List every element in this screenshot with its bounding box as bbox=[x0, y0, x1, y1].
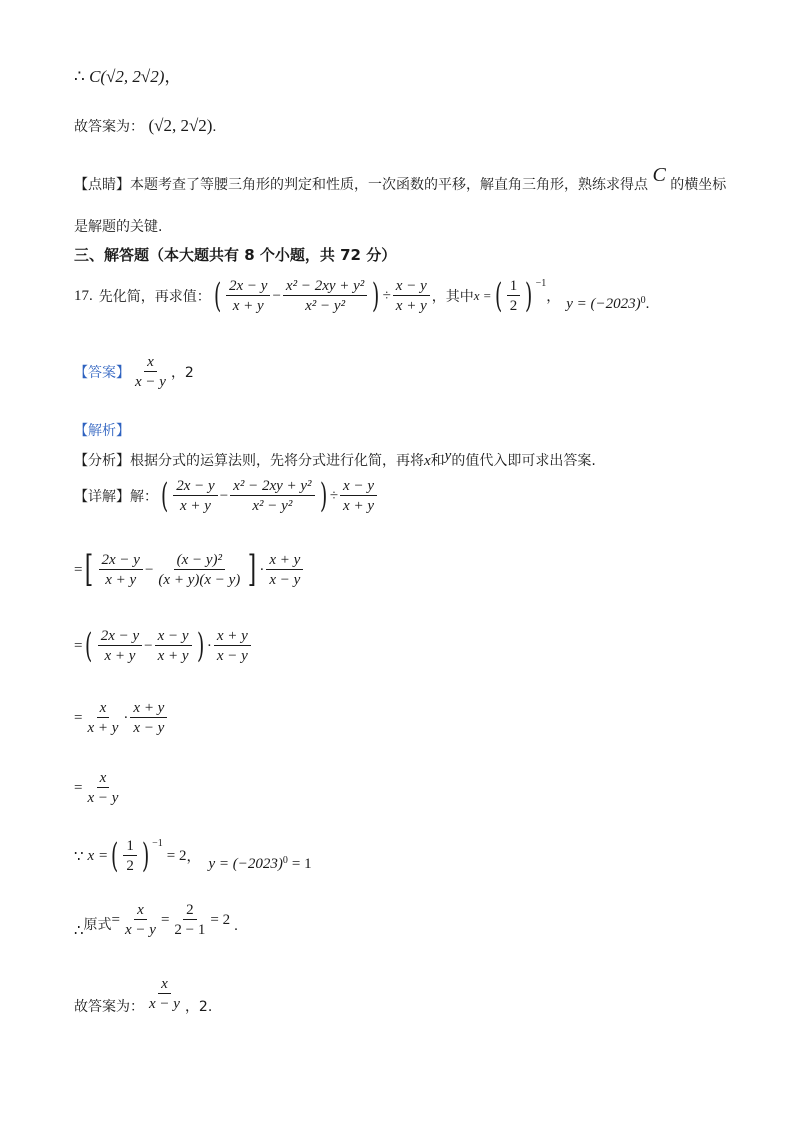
original-line: ∴ 原式 = $\frac{x}{x - y}$ = $\frac{2}{2 - 1}$ = 2 . bbox=[74, 902, 238, 939]
answer-line: 【答案】 $\frac{x}{x - y}$ ，2 bbox=[74, 354, 194, 390]
comment-line-2: 是解题的关键. bbox=[74, 219, 163, 235]
since-line: ∵ x = ( $\frac{1}{2}$ ) −1 = 2 ， y = (−2023) 0 = 1 bbox=[74, 836, 312, 876]
analysis-tag: 【解析】 bbox=[74, 423, 130, 439]
previous-answer: 故答案为： (√2, 2√2). bbox=[74, 116, 217, 135]
step-1: = [ $\frac{2x - y}{x + y}$ − $\frac{\text{(x − y)²}}{(x + y)(x - y)}$ ] · $\frac{x + y}{x - y}$ bbox=[74, 552, 305, 588]
therefore-symbol: ∴ bbox=[74, 67, 85, 86]
final-answer: 故答案为： $\frac{x}{x - y}$ ，2. bbox=[74, 976, 213, 1015]
point-c-text: C(√2, 2√2) bbox=[89, 67, 165, 86]
fenxi-line: 【分析】根据分式的运算法则，先将分式进行化简，再将x和y的值代入即可求出答案. bbox=[74, 448, 596, 469]
comment-line-1: 【点睛】本题考查了等腰三角形的判定和性质，一次函数的平移，解直角三角形，熟练求得点 C 的横坐标 bbox=[74, 164, 727, 193]
point-c: C bbox=[652, 164, 666, 186]
step-4: = $\frac{x}{x - y}$ bbox=[74, 770, 119, 806]
problem-17: 17. 先化简，再求值： ( $\frac{2x - y}{x + y}$ − $\frac{\text{x² − 2xy + y²}}{\text{x² − y²}}$ ) ÷ $\frac{x - y}{x + y}$ ，其中 x = ( $\frac{1}{2}$ ) −1 ， y = (−2023) 0 . bbox=[74, 276, 650, 316]
step-2: = ( $\frac{2x - y}{x + y}$ − $\frac{x - y}{x + y}$ ) · $\frac{x + y}{x - y}$ bbox=[74, 628, 253, 664]
line-c: ∴ C(√2, 2√2)， bbox=[74, 67, 182, 86]
section-heading: 三、解答题（本大题共有 8 个小题，共 72 分） bbox=[74, 246, 397, 264]
step-3: = $\frac{x}{x + y}$ · $\frac{x + y}{x - y}$ bbox=[74, 700, 169, 736]
detail-line: 【详解】 解： ( $\frac{2x - y}{x + y}$ − $\frac{\text{x² − 2xy + y²}}{\text{x² − y²}}$ ) ÷ $\frac{x - y}{x + y}$ bbox=[74, 478, 379, 514]
